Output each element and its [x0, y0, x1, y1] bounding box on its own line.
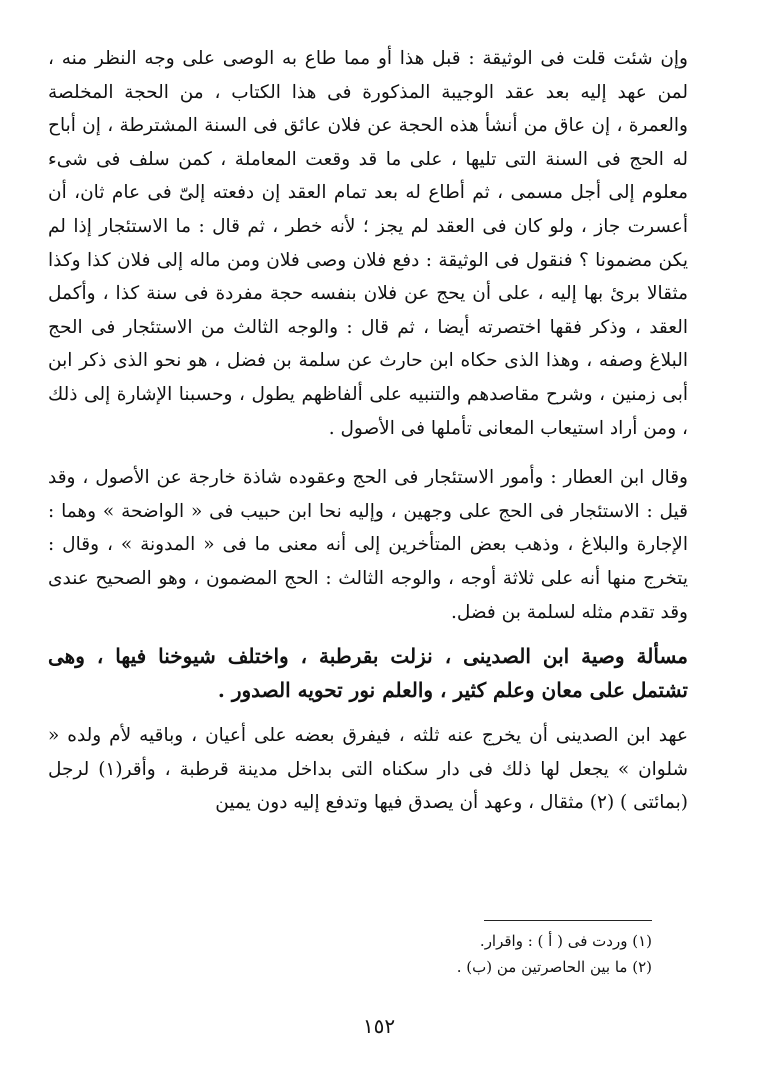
footnote-divider: [484, 920, 652, 921]
paragraph-2: وقال ابن العطار : وأمور الاستئجار فى الحج وعقوده شاذة خارجة عن الأصول ، وقد قيل : الاستئجار فى الحج على وجهين ، وإليه نحا ابن حبيب فى « الواضحة » وهما : الإجارة والبلاغ ، وذهب بعض المتأخرين إلى أنه معنى ما فى « المدونة » ، وقال : يتخرج منها أنه على ثلاثة أوجه ، والوجه الثالث : الحج المضمون ، وهو الصحيح عندى وقد تقدم مثله لسلمة بن فضل.: [48, 467, 688, 623]
main-text: [48, 42, 688, 820]
paragraph-1: وإن شئت قلت فى الوثيقة : قبل هذا أو مما طاع به الوصى على وجه النظر منه ، لمن عهد إليه بعد عقد الوجيبة المذكورة فى هذا الكتاب ، من الحجة المخلصة والعمرة ، إن عاق من أنشأ هذه الحجة عن فلان عائق فى السنة المشترطة ، إن أباح له الحج فى السنة التى تليها ، على ما قد وقعت المعاملة ، كمن سلف فى شىء معلوم إلى أجل مسمى ، ثم أطاع له بعد تمام العقد إن دفعته إلىّ فى عام ثان، أن أعسرت جاز ، ولو كان فى العقد لم يجز ؛ لأنه خطر ، ثم قال : ما الاستئجار إذا لم يكن مضمونا ؟ فنقول فى الوثيقة : دفع فلان وصى فلان ومن ماله إلى فلان كذا وكذا مثقالا برئ بها إليه ، على أن يحج عن فلان بنفسه حجة مفردة فى سنة كذا ، وأكمل العقد ، وذكر فقها اختصرته أيضا ، ثم قال : والوجه الثالث من الاستئجار فى الحج البلاغ وصفه ، وهذا الذى حكاه ابن حارث عن سلمة بن فضل ، هو نحو الذى ذكر ابن أبى زمنين ، وشرح مقاصدهم والتنبيه على ألفاظهم يطول ، وحسبنا الإشارة إلى ذلك ، ومن أراد استيعاب المعانى تأملها فى الأصول .: [48, 48, 688, 439]
footnote-2: (٢) ما بين الحاصرتين من (ب) .: [456, 958, 652, 976]
page-number: ١٥٢: [362, 1014, 396, 1038]
footnotes: [300, 928, 652, 980]
footnote-1: (١) وردت فى ( أ ) : واقرار.: [479, 932, 652, 950]
paragraph-3: عهد ابن الصدينى أن يخرج عنه ثلثه ، فيفرق بعضه على أعيان ، وباقيه لأم ولده « شلوان » يجعل لها ذلك فى دار سكناه التى بداخل مدينة قرطبة ، وأقر(١) لرجل (بمائتى ) (٢) مثقال ، وعهد أن يصدق فيها وتدفع إليه دون يمين: [48, 725, 688, 814]
section-heading: مسألة وصية ابن الصدينى ، نزلت بقرطبة ، واختلف شيوخنا فيها ، وهى تشتمل على معان وعلم كثير ، والعلم نور تحويه الصدور .: [48, 644, 688, 703]
